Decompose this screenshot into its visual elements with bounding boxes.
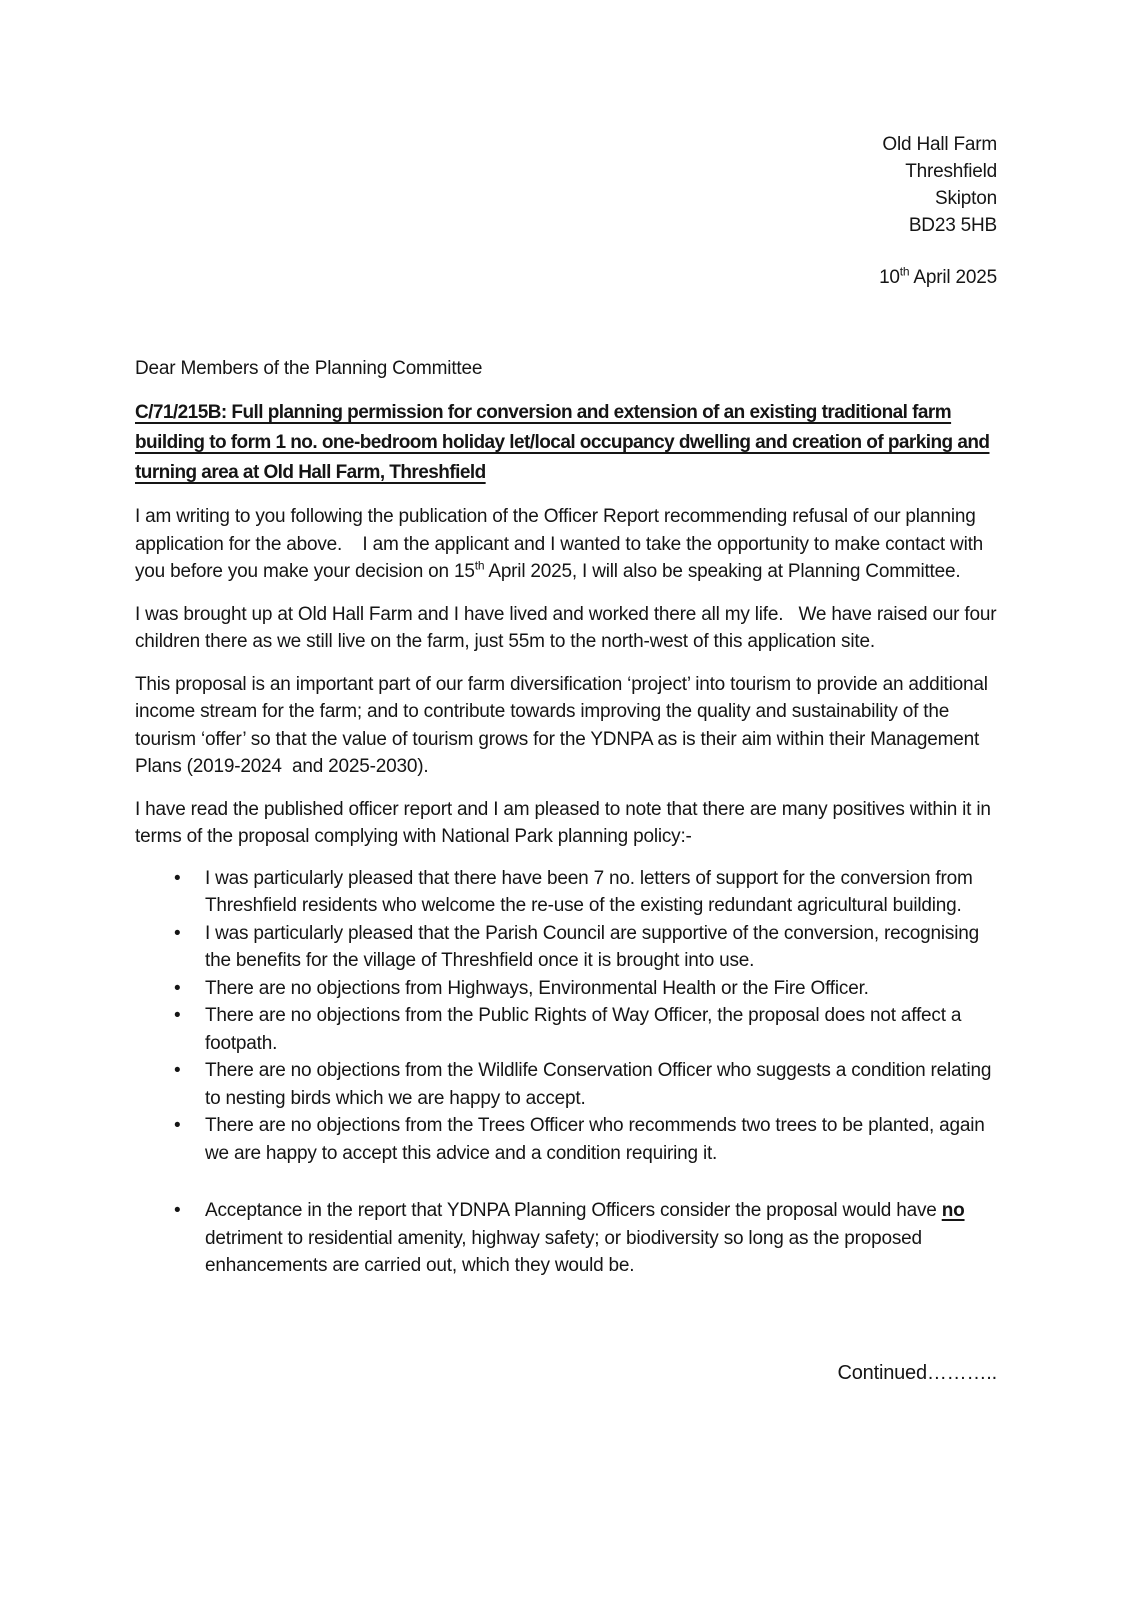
address-line-2: Threshfield (905, 161, 997, 182)
paragraph-1-text: I am writing to you following the publication of the Officer Report recommending refusal of our planning application for the above. I am the applicant and I wanted to take the opportunity to make contact with you before you make your decision on 15 (135, 506, 989, 582)
subject-heading: C/71/215B: Full planning permission for conversion and extension of an existing traditional farm building to form 1 no. one-bedroom holiday let/local occupancy dwelling and creation of parking and turning area at Old Hall Farm, Threshfield (135, 402, 990, 483)
bullet-item-4-text: There are no objections from the Public Rights of Way Officer, the proposal does not affect a footpath. (205, 1005, 967, 1054)
bullet-item-1 (205, 865, 997, 920)
date-day: 10 (879, 267, 900, 288)
address-line-4: BD23 5HB (908, 215, 997, 236)
bullet-item-6 (205, 1112, 997, 1167)
date-rest: April 2025 (909, 267, 997, 288)
paragraph-1-text-cont: April 2025, I will also be speaking at Planning Committee. (484, 561, 961, 582)
bullet-item-2 (205, 920, 997, 975)
bullet-item-7 (205, 1197, 997, 1280)
letter-date (135, 264, 997, 291)
salutation: Dear Members of the Planning Committee (135, 358, 483, 379)
bullet-item-7-emphasis: no (941, 1200, 965, 1221)
bullet-item-1-text: I was particularly pleased that there have been 7 no. letters of support for the conversion from Threshfield residents who welcome the re-use of the existing redundant agricultural building. (205, 867, 978, 916)
paragraph-3: This proposal is an important part of our farm diversification ‘project’ into tourism to provide an additional income stream for the farm; and to contribute towards improving the quality and sustainability of the tourism ‘offer’ so that the value of tourism grows for the YDNPA as is their aim within their Management Plans (2019-2024 and 2025-2030). (135, 673, 993, 777)
paragraph-1-ordinal: th (474, 558, 485, 573)
paragraph-2: I was brought up at Old Hall Farm and I have lived and worked there all my life. We have raised our four children there as we still live on the farm, just 55m to the north-west of this application site. (135, 603, 1002, 652)
date-ordinal: th (899, 264, 910, 279)
bullet-item-3-text: There are no objections from Highways, Environmental Health or the Fire Officer. (205, 977, 869, 999)
address-line-1: Old Hall Farm (882, 134, 997, 155)
continued-note: Continued……….. (837, 1361, 997, 1384)
bullet-item-7-text: Acceptance in the report that YDNPA Planning Officers consider the proposal would have (205, 1200, 942, 1221)
bullet-item-3 (205, 975, 997, 1003)
bullet-list (135, 865, 997, 1280)
paragraph-4: I have read the published officer report and I am pleased to note that there are many positives within it in terms of the proposal complying with National Park planning policy:- (135, 798, 996, 847)
bullet-item-5 (205, 1057, 997, 1112)
bullet-item-7-text-cont: detriment to residential amenity, highway safety; or biodiversity so long as the proposed enhancements are carried out, which they would be. (205, 1200, 970, 1276)
bullet-item-2-text: I was particularly pleased that the Parish Council are supportive of the conversion, recognising the benefits for the village of Threshfield once it is brought into use. (205, 922, 985, 971)
bullet-item-4 (205, 1002, 997, 1057)
bullet-item-5-text: There are no objections from the Wildlife Conservation Officer who suggests a condition relating to nesting birds which we are happy to accept. (205, 1060, 997, 1109)
bullet-item-6-text: There are no objections from the Trees Officer who recommends two trees to be planted, again we are happy to accept this advice and a condition requiring it. (205, 1115, 990, 1164)
sender-address (135, 131, 997, 239)
paragraph-1 (135, 503, 997, 586)
address-line-3: Skipton (935, 188, 997, 209)
